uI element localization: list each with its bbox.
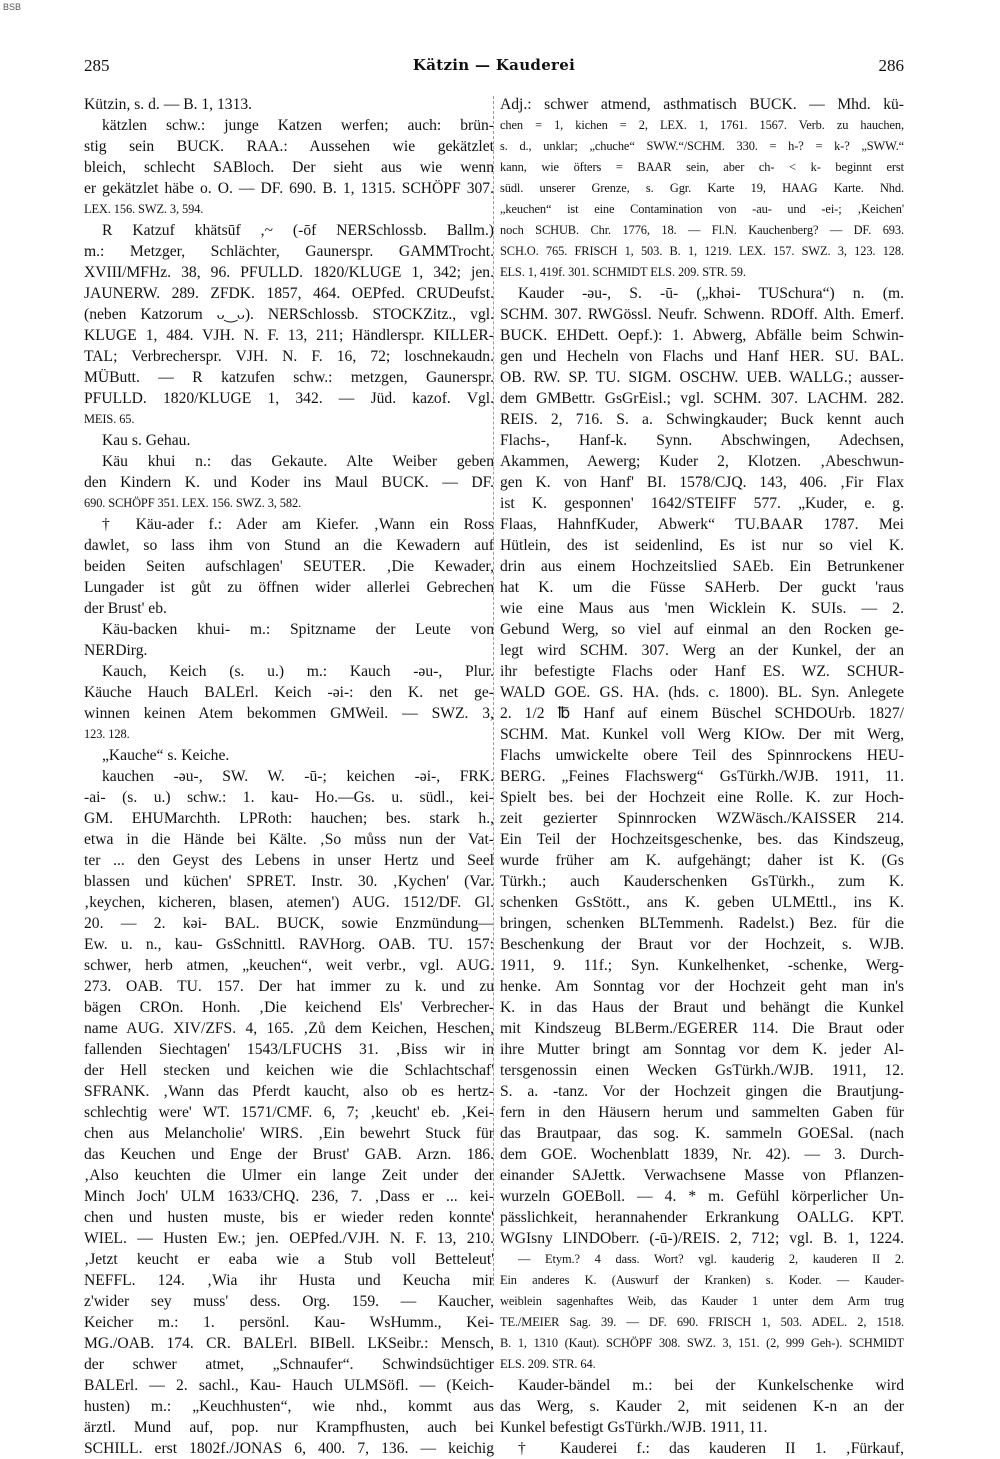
text-line: etwa in die Hände bei Kälte. ‚So můss nun der Vat- (84, 831, 494, 848)
text-line: weiblein sagenhaftes Weib, das Kauder 1 unter dem Arm trug (500, 1294, 904, 1308)
text-line: wie eine Maus aus 'men Wicklein K. SUIs. — 2. (500, 600, 904, 617)
text-line: Minch Joch' ULM 1633/CHQ. 236, 7. ‚Dass er ... kei- (84, 1188, 494, 1205)
text-line: Kauch, Keich (s. u.) m.: Kauch -əu-, Plur. (102, 663, 494, 680)
text-line: BALErl. — 2. sachl., Kau- Hauch ULMSöfl. — (Keich- (84, 1377, 494, 1394)
text-line: PFULLD. 1820/KLUGE 1, 342. — Jüd. kazof. Vgl. (84, 390, 494, 407)
text-line: Käu-backen khui- m.: Spitzname der Leute von (102, 621, 494, 638)
text-line: 2. 1/2 ℔ Hanf auf einem Büschel SCHDOUrb. 1827/ (500, 705, 904, 722)
text-line: ELS. 1, 419f. 301. SCHMIDT ELS. 209. STR. 59. (500, 265, 746, 279)
text-line: hat K. um die Füsse SAHerb. Der guckt 'raus (500, 579, 904, 596)
text-line: Flachs umwickelte obere Teil des Spinnrockens HEU- (500, 747, 904, 764)
text-line: Adj.: schwer atmend, asthmatisch BUCK. — Mhd. kü- (500, 96, 904, 113)
text-line: KLUGE 1, 484. VJH. N. F. 13, 211; Händlerspr. KILLER- (84, 327, 494, 344)
text-line: den Kindern K. und Koder ins Maul BUCK. — DF. (84, 474, 494, 491)
text-line: Kunkel befestigt GsTürkh./WJB. 1911, 11. (500, 1419, 768, 1436)
text-line: Ein Teil der Hochzeitsgeschenke, bes. das Kindszeug, (500, 831, 904, 848)
text-line: R Katzuf khätsūf ,~ (-ōf NERSchlossb. Ballm.) (102, 222, 494, 239)
text-line: einander SAJettk. Verwachsene Masse von Pflanzen- (500, 1167, 904, 1184)
text-line: Käuche Hauch BALErl. Keich -əi-: den K. net ge- (84, 684, 494, 701)
text-line: BUCK. EHDett. Oepf.): 1. Abwerg, Abfälle beim Schwin- (500, 327, 904, 344)
text-line: chen und husten muste, bis er wieder reden konnte' (84, 1209, 494, 1226)
text-line: ist K. gesponnen' 1642/STEIFF 577. „Kuder, e. g. (500, 495, 904, 512)
text-line: MEIS. 65. (84, 412, 135, 426)
text-line: beiden Seiten aufschlagen' SEUTER. ‚Die Kewader, (84, 558, 494, 575)
text-line: winnen keinen Atem bekommen GMWeil. — SWZ. 3, (84, 705, 494, 722)
text-line: das Keuchen und Enge der Brust' GAB. Arzn. 186. (84, 1146, 494, 1163)
text-line: schlechtig were' WT. 1571/CMF. 6, 7; ‚keucht' eb. ‚Kei- (84, 1104, 494, 1121)
text-line: Beschenkung der Braut vor der Hochzeit, s. WJB. (500, 936, 904, 953)
text-line: MG./OAB. 174. CR. BALErl. BIBell. LKSeibr.: Mensch, (84, 1335, 494, 1352)
right-column (500, 94, 904, 1459)
text-line: wurzeln GOEBoll. — 4. * m. Gefühl körperlicher Un- (500, 1188, 904, 1205)
text-line: das Brautpaar, das sog. K. sammeln GOESal. (nach (500, 1125, 904, 1142)
text-line: Kützin, s. d. — B. 1, 1313. (84, 96, 253, 113)
text-line: † Käu-ader f.: Ader am Kiefer. ‚Wann ein Ross (102, 516, 494, 533)
text-line: ‚Also keuchten die Ulmer ein lange Zeit under der (84, 1167, 494, 1184)
page-title: Kätzin — Kauderei (412, 56, 576, 74)
text-line: bleich, schlecht SABloch. Der sieht aus wie wenn (84, 159, 494, 176)
text-line: Kauder-bändel m.: bei der Kunkelschenke wird (518, 1377, 904, 1394)
text-line: südl. unserer Grenze, s. Ggr. Karte 19, HAAG Karte. Nhd. (500, 181, 904, 195)
text-line: Gebund Werg, so viel auf einmal an den Rocken ge- (500, 621, 904, 638)
text-line: S. a. -tanz. Vor der Hochzeit gingen die Brautjung- (500, 1083, 904, 1100)
text-line: z'wider sey muss' dess. Org. 159. — Kaucher, (84, 1293, 494, 1310)
text-line: SCHM. 307. RWGössl. Neufr. Schwenn. RDOff. Alth. Emerf. (500, 306, 904, 323)
text-line: BERG. „Feines Flachswerg“ GsTürkh./WJB. 1911, 11. (500, 768, 904, 785)
text-line: dawlet, so lass ihm von Stund an die Kewadern auf (84, 537, 494, 554)
text-line: fern in den Häusern herum und sammelten Gaben für (500, 1104, 904, 1121)
text-line: das Werg, s. Kauder 2, mit seidenen K-n an der (500, 1398, 904, 1415)
text-line: Keicher m.: 1. persönl. Kau- WsHumm., Kei- (84, 1314, 494, 1331)
text-line: LEX. 156. SWZ. 3, 594. (84, 202, 204, 216)
text-line: SCH.O. 765. FRISCH 1, 503. B. 1, 1219. LEX. 157. SWZ. 3, 123. 128. (500, 244, 904, 258)
text-line: WALD GOE. GS. HA. (hds. c. 1800). BL. Syn. Anlegete (500, 684, 904, 701)
text-line: JAUNERW. 289. ZFDK. 1857, 464. OEPfed. CRUDeufst. (84, 285, 494, 302)
text-line: bägen CROn. Honh. ‚Die keichend Els' Verbrecher- (84, 999, 494, 1016)
text-line: ärztl. Mund auf, pop. nur Krampfhusten, auch bei (84, 1419, 494, 1436)
text-line: 20. — 2. kəi- BAL. BUCK, sowie Enzmündung— (84, 915, 494, 932)
text-line: der schwer atmet, „Schnaufer“. Schwindsüchtiger (84, 1356, 494, 1373)
text-line: der Brust' eb. (84, 600, 167, 617)
text-line: 273. OAB. TU. 157. Der hat immer zu k. und zu (84, 978, 494, 995)
text-line: WIEL. — Husten Ew.; jen. OEPfed./VJH. N. F. 13, 210. (84, 1230, 494, 1247)
text-line: der Hell stecken und keichen wie die Schlachtschaf' (84, 1062, 494, 1079)
text-line: er gekätzlet häbe o. O. — DF. 690. B. 1, 1315. SCHÖPF 307. (84, 180, 494, 197)
text-line: m.: Metzger, Schlächter, Gaunerspr. GAMMTrocht. (84, 243, 494, 260)
text-line: husten) m.: „Keuchhusten“, wie nhd., kommt aus (84, 1398, 494, 1415)
text-line: „Kauche“ s. Keiche. (102, 747, 230, 764)
text-line: Spielt bes. bei der Hochzeit eine Rolle. K. zur Hoch- (500, 789, 904, 806)
text-line: mit Kindszeug BLBerm./EGERER 114. Die Braut oder (500, 1020, 904, 1037)
text-line: WGIsny LINDOberr. (-ū-)/REIS. 2, 712; vgl. B. 1, 1224. (500, 1230, 904, 1247)
text-line: drin aus einem Hochzeitslied SAEb. Ein Betrunkener (500, 558, 904, 575)
text-line: SCHILL. erst 1802f./JONAS 6, 400. 7, 136. — keichig (84, 1440, 494, 1457)
text-line: schwer, herb atmen, „keuchen“, weit verbr., vgl. AUG. (84, 957, 494, 974)
text-line: ‚keychen, kicheren, blasen, atemen') AUG. 1512/DF. Gl. (84, 894, 494, 911)
library-mark: BSB (3, 2, 22, 12)
text-line: ‚Jetzt keucht er eaba wie a Stub voll Betteleut' (84, 1251, 494, 1268)
text-line: schenken GsStött., ans K. geben ULMEttl., ins K. (500, 894, 904, 911)
text-line: kätzlen schw.: junge Katzen werfen; auch: brün- (102, 117, 494, 134)
text-line: NERDirg. (84, 642, 148, 659)
text-line: -ai- (s. u.) schw.: 1. kau- Ho.—Gs. u. südl., kei- (84, 789, 494, 806)
text-line: — Etym.? 4 dass. Wort? vgl. kauderig 2, kauderen II 2. (518, 1252, 904, 1266)
text-line: zeit gezierter Spinnrocken WZWäsch./KAISSER 214. (500, 810, 904, 827)
text-line: tersgenossin einen Wecken GsTürkh./WJB. 1911, 12. (500, 1062, 904, 1079)
text-line: 123. 128. (84, 727, 130, 741)
text-line: name AUG. XIV/ZFS. 4, 165. ‚Zů dem Keichen, Heschen, (84, 1020, 494, 1037)
text-line: 1911, 9. 11f.; Syn. Kunkelhenket, -schenke, Werg- (500, 957, 904, 974)
text-line: ihr befestigte Flachs oder Hanf ES. WZ. SCHUR- (500, 663, 904, 680)
text-line: gen und Hecheln von Flachs und Hanf HER. SU. BAL. (500, 348, 904, 365)
text-line: gen K. von Hanf' BI. 1578/CJQ. 143, 406. ‚Fir Flax (500, 474, 904, 491)
text-line: s. d., unklar; „chuche“ SWW.“/SCHM. 330. = h-? = k-? „SWW.“ (500, 139, 904, 153)
text-line: Kau s. Gehau. (102, 432, 191, 449)
text-line: B. 1, 1310 (Kaut). SCHÖPF 308. SWZ. 3, 151. (2, 999 Geh-). SCHMIDT (500, 1336, 904, 1350)
text-line: XVIII/MFHz. 38, 96. PFULLD. 1820/KLUGE 1, 342; jen. (84, 264, 494, 281)
text-line: fallenden Siechtagen' 1543/LFUCHS 31. ‚Biss wir in (84, 1041, 494, 1058)
text-line: Käu khui n.: das Gekaute. Alte Weiber geben (102, 453, 494, 470)
column-divider (493, 96, 494, 1286)
text-line: Ein anderes K. (Auswurf der Kranken) s. Koder. — Kauder- (500, 1273, 904, 1287)
text-line: blassen und küchen' SPRET. Instr. 30. ‚Kychen' (Var. (84, 873, 494, 890)
text-line: stig sein BUCK. RAA.: Aussehen wie gekätzlet (84, 138, 494, 155)
text-line: ter ... den Geyst des Lebens in unser Hertz und Seel (84, 852, 494, 869)
text-line: Türkh.; auch Kauderschenken GsTürkh., zum K. (500, 873, 904, 890)
text-line: legt wird SCHM. 307. Werg an der Kunkel, der an (500, 642, 904, 659)
text-line: dem GOE. Wochenblatt 1839, Nr. 42). — 3. Durch- (500, 1146, 904, 1163)
text-line: 690. SCHÖPF 351. LEX. 156. SWZ. 3, 582. (84, 496, 302, 510)
text-line: NEFFL. 124. ‚Wia ihr Husta und Keucha mir (84, 1272, 494, 1289)
text-line: noch SCHUB. Chr. 1776, 18. — Fl.N. Kauchenberg? — DF. 693. (500, 223, 904, 237)
text-line: ELS. 209. STR. 64. (500, 1357, 596, 1371)
page-header (84, 56, 904, 78)
left-page-number: 285 (84, 56, 110, 75)
text-line: Lungader ist gůt zu öffnen wider allerlei Gebrechen (84, 579, 494, 596)
text-line: ihre Mutter bringt am Sonntag vor dem K. jeder Al- (500, 1041, 904, 1058)
text-line: Flachs-, Hanf-k. Synn. Abschwingen, Adechsen, (500, 432, 904, 449)
text-line: REIS. 2, 716. S. a. Schwingkauder; Buck kennt auch (500, 411, 904, 428)
text-line: OB. RW. SP. TU. SIGM. OSCHW. UEB. WALLG.; ausser- (500, 369, 904, 386)
text-line: GM. EHUMarchth. LPRoth: hauchen; bes. stark h., (84, 810, 494, 827)
text-line: chen = 1, kichen = 2, LEX. 1, 1761. 1567. Verb. zu hauchen, (500, 118, 904, 132)
text-line: MÜButt. — R katzufen schw.: metzgen, Gaunerspr. (84, 369, 494, 386)
text-line: (neben Katzorum ᴗ‿ᴗ). NERSchlossb. STOCKZitz., vgl. (84, 306, 494, 323)
text-line: TAL; Verbrecherspr. VJH. N. F. 16, 72; loschnekaudn. (84, 348, 494, 365)
right-page-number: 286 (878, 56, 904, 75)
text-line: dem GMBettr. GsGrEisl.; vgl. SCHM. 307. LACHM. 282. (500, 390, 904, 407)
text-line: Hütlein, des ist seidenlind, Es ist nur so viel K. (500, 537, 904, 554)
text-line: TE./MEIER Sag. 39. — DF. 690. FRISCH 1, 503. ADEL. 2, 1518. (500, 1315, 904, 1329)
text-line: bringen, schenken BLTemmenh. Radelst.) Bez. für die (500, 915, 904, 932)
text-line: SFRANK. ‚Wann das Pferdt kaucht, also ob es hertz- (84, 1083, 494, 1100)
text-line: kauchen -əu-, SW. W. -ū-; keichen -əi-, FRK. (102, 768, 494, 785)
text-line: „keuchen“ ist eine Contamination von -au- und -ei-; ‚Keichen' (500, 202, 904, 216)
text-line: wurde früher am K. aufgehängt; daher ist K. (Gs (500, 852, 904, 869)
text-line: henke. Am Sonntag vor der Hochzeit geht man in's (500, 978, 904, 995)
text-line: Akammen, Aewerg; Kuder 2, Klotzen. ‚Abeschwun- (500, 453, 904, 470)
text-line: K. in das Haus der Braut und behängt die Kunkel (500, 999, 904, 1016)
text-line: chen aus Melancholie' WIRS. ‚Ein bewehrt Stuck für (84, 1125, 494, 1142)
text-line: Flaas, HahnfKuder, Abwerk“ TU.BAAR 1787. Mei (500, 516, 904, 533)
text-line: kann, wie öfters = BAAR sein, aber ch- < k- beginnt erst (500, 160, 904, 174)
text-line: Kauder -əu-, S. -ū- („khəi- TUSchura“) n. (m. (518, 285, 904, 302)
text-line: pässlichkeit, herannahender Erkrankung OALLG. KPT. (500, 1209, 904, 1226)
text-line: Ew. u. n., kau- GsSchnittl. RAVHorg. OAB. TU. 157: (84, 936, 494, 953)
text-line: SCHM. Mat. Kunkel voll Werg KIOw. Der mit Werg, (500, 726, 904, 743)
left-column (84, 94, 494, 1459)
text-line: † Kauderei f.: das kauderen II 1. ‚Fürkauf, (518, 1440, 904, 1457)
